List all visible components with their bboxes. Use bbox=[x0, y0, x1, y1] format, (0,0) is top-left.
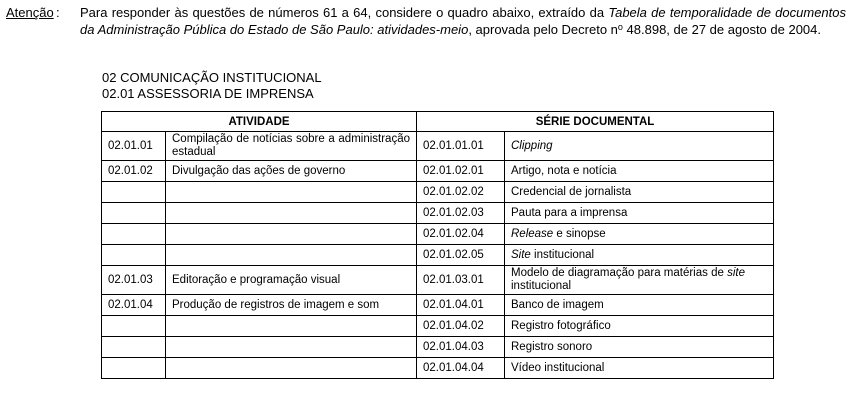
series-description-cell bbox=[505, 266, 774, 295]
activity-code-cell bbox=[102, 358, 166, 379]
activity-description-cell bbox=[166, 245, 417, 266]
series-description-cell bbox=[505, 316, 774, 337]
table-header-row bbox=[102, 112, 774, 132]
activity-code-cell: 02.01.04 bbox=[102, 295, 166, 316]
series-text: Banco de imagem bbox=[511, 298, 604, 311]
activity-code-cell bbox=[102, 224, 166, 245]
activity-code-cell bbox=[102, 203, 166, 224]
series-text-suffix: institucional bbox=[511, 280, 572, 292]
activity-code-cell: 02.01.01 bbox=[102, 132, 166, 161]
activity-description-cell: Editoração e programação visual bbox=[166, 266, 417, 295]
activity-code-cell: 02.01.02 bbox=[102, 161, 166, 182]
series-code-cell: 02.01.02.01 bbox=[417, 161, 505, 182]
table-row bbox=[102, 224, 774, 245]
table-body bbox=[102, 132, 774, 379]
activity-code-cell bbox=[102, 182, 166, 203]
activity-description-cell: Compilação de notícias sobre a administração estadual bbox=[166, 132, 417, 161]
series-description-cell bbox=[505, 132, 774, 161]
activity-code-cell bbox=[102, 316, 166, 337]
series-text-italic: Site bbox=[511, 248, 531, 261]
series-text-italic: Release bbox=[511, 227, 554, 240]
series-text: Registro sonoro bbox=[511, 340, 593, 353]
instruction-paragraph bbox=[6, 4, 846, 38]
series-text: Pauta para a imprensa bbox=[511, 206, 628, 219]
table-row bbox=[102, 266, 774, 295]
activity-code-cell: 02.01.03 bbox=[102, 266, 166, 295]
activity-description-cell: Divulgação das ações de governo bbox=[166, 161, 417, 182]
instruction-text-mid: , aprovada pelo Decreto n bbox=[468, 22, 618, 37]
series-code-cell: 02.01.02.02 bbox=[417, 182, 505, 203]
attention-label: Atenção bbox=[6, 5, 54, 20]
header-activity: ATIVIDADE bbox=[102, 112, 417, 132]
header-document-series: SÉRIE DOCUMENTAL bbox=[417, 112, 774, 132]
table-row bbox=[102, 316, 774, 337]
series-text: Credencial de jornalista bbox=[511, 185, 632, 198]
instruction-text-italic: Tabela de temporalidade de documentos da Administração Pública do Estado de São Paulo: atividades-meio bbox=[80, 5, 846, 37]
series-code-cell: 02.01.03.01 bbox=[417, 266, 505, 295]
series-text: Vídeo institucional bbox=[511, 361, 605, 374]
instruction-text bbox=[80, 4, 846, 38]
table-row bbox=[102, 203, 774, 224]
table-row bbox=[102, 358, 774, 379]
activity-code-cell bbox=[102, 245, 166, 266]
series-description-cell bbox=[505, 337, 774, 358]
series-text: Modelo de diagramação para matérias de bbox=[511, 267, 728, 279]
instruction-text-pre: Para responder às questões de números 61 a 64, considere o quadro abaixo, extraído da bbox=[80, 5, 609, 20]
activity-description-cell bbox=[166, 182, 417, 203]
series-description-cell bbox=[505, 224, 774, 245]
attention-colon: : bbox=[56, 5, 60, 20]
series-text-suffix: e sinopse bbox=[553, 227, 606, 240]
series-text: Artigo, nota e notícia bbox=[511, 164, 617, 177]
series-code-cell: 02.01.04.03 bbox=[417, 337, 505, 358]
series-description-cell bbox=[505, 358, 774, 379]
table-row bbox=[102, 182, 774, 203]
series-text-suffix: institucional bbox=[530, 248, 595, 261]
series-text: Registro fotográfico bbox=[511, 319, 611, 332]
series-code-cell: 02.01.01.01 bbox=[417, 132, 505, 161]
activity-description-cell bbox=[166, 316, 417, 337]
series-code-cell: 02.01.04.04 bbox=[417, 358, 505, 379]
activity-code-cell bbox=[102, 337, 166, 358]
series-text-italic: site bbox=[727, 267, 745, 279]
series-description-cell bbox=[505, 295, 774, 316]
series-code-cell: 02.01.02.03 bbox=[417, 203, 505, 224]
table-row bbox=[102, 132, 774, 161]
table-row bbox=[102, 295, 774, 316]
series-code-cell: 02.01.02.05 bbox=[417, 245, 505, 266]
subsection-heading: 02.01 ASSESSORIA DE IMPRENSA bbox=[102, 86, 314, 101]
instruction-text-post: 48.898, de 27 de agosto de 2004. bbox=[622, 22, 821, 37]
activity-description-cell bbox=[166, 203, 417, 224]
activity-description-cell: Produção de registros de imagem e som bbox=[166, 295, 417, 316]
instruction-text-sup: o bbox=[617, 22, 623, 32]
table-row bbox=[102, 245, 774, 266]
section-heading: 02 COMUNICAÇÃO INSTITUCIONAL bbox=[102, 70, 322, 85]
activity-description-cell bbox=[166, 358, 417, 379]
temporality-table bbox=[101, 111, 774, 379]
series-description-cell bbox=[505, 182, 774, 203]
series-description-cell bbox=[505, 245, 774, 266]
table-row bbox=[102, 161, 774, 182]
activity-description-cell bbox=[166, 337, 417, 358]
series-code-cell: 02.01.04.01 bbox=[417, 295, 505, 316]
series-code-cell: 02.01.04.02 bbox=[417, 316, 505, 337]
series-description-cell bbox=[505, 203, 774, 224]
activity-description-cell bbox=[166, 224, 417, 245]
series-code-cell: 02.01.02.04 bbox=[417, 224, 505, 245]
series-description-cell bbox=[505, 161, 774, 182]
table-row bbox=[102, 337, 774, 358]
series-text-italic: Clipping bbox=[511, 139, 553, 152]
